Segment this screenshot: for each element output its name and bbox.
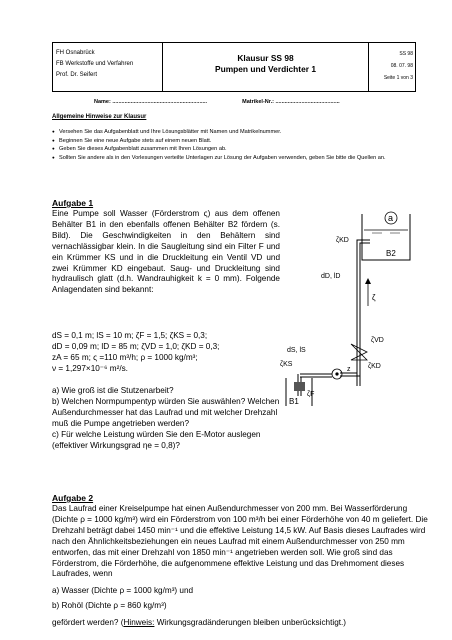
general-notes-list	[52, 128, 427, 163]
aufgabe1-values	[52, 331, 312, 375]
label-zeta-kd-top: ζKD	[336, 237, 349, 244]
values-line: ν = 1,297×10⁻⁶ m²/s.	[52, 363, 128, 373]
header-table	[52, 42, 416, 92]
list-item: ● Geben Sie dieses Aufgabenblatt zusammen mit Ihren Lösungen ab.	[52, 145, 427, 154]
label-z: z	[347, 366, 351, 373]
institution-block	[53, 43, 163, 91]
department-line: FB Werkstoffe und Verfahren	[56, 61, 134, 67]
filter-icon	[294, 382, 305, 391]
label-zeta-f: ζF	[307, 391, 315, 398]
name-field: Name: ..............................................................	[94, 99, 208, 105]
list-item: ● Versehen Sie das Aufgabenblatt und Ihre Lösungsblätter mit Namen und Matrikelnummer.	[52, 128, 427, 137]
exam-title-block	[163, 43, 369, 91]
label-zeta: ζ	[372, 293, 376, 302]
label-b1: B1	[289, 397, 299, 406]
aufgabe1-questions	[52, 386, 284, 451]
list-item: ● Beginnen Sie eine neue Aufgabe stets auf einem neuen Blatt.	[52, 137, 427, 146]
footer-prefix: gefördert werden?	[52, 618, 119, 628]
hint-label: Hinweis:	[123, 618, 155, 628]
exam-date: 08. 07. 98	[390, 63, 413, 69]
aufgabe2-option-b: b) Rohöl (Dichte ρ = 860 kg/m³)	[52, 601, 167, 611]
aufgabe2-title: Aufgabe 2	[52, 493, 94, 503]
values-line: dS = 0,1 m; lS = 10 m; ζF = 1,5; ζKS = 0,3;	[52, 331, 208, 340]
aufgabe1-text: Eine Pumpe soll Wasser (Förderstrom ς) aus dem offenen Behälter B1 in den ebenfalls offenen Behälter B2 fördern (s. Bild). Die Geschwindigkeiten in den Behältern sind vernachlässigbar klein. In die Saugleitung sind ein Filter F und ein Krümmer KS und in die Druckleitung ein Ventil VD und zwei Krümmer KD eingebaut. Saug- und Druckleitung sind hydraulisch glatt (d.h. Wandrauhigkeit k = 0 mm). Folgende Anlagendaten sind bekannt:	[52, 209, 280, 295]
list-item: ● Sollten Sie andere als in den Vorlesungen verteilte Unterlagen zur Lösung der Aufgaben verwenden, geben Sie bitte die Quellen an.	[52, 154, 427, 163]
label-zeta-kd-bottom: ζKD	[368, 363, 381, 370]
label-a: a	[388, 213, 394, 223]
valve-icon	[351, 344, 367, 360]
aufgabe2-block	[52, 493, 430, 629]
question-c: c) Für welche Leistung würden Sie den E-Motor auslegen (effektiver Wirkungsgrad ηe = 0,8)?	[52, 429, 261, 450]
aufgabe2-option-a: a) Wasser (Dichte ρ = 1000 kg/m³) und	[52, 586, 194, 596]
exam-meta-block	[369, 43, 415, 91]
hint-text: Wirkungsgradänderungen bleiben unberücksichtigt.)	[154, 618, 347, 628]
question-b: b) Welchen Normpumpentyp würden Sie auswählen? Welchen Außendurchmesser hat das Laufrad und mit welcher Drehzahl muß die Pumpe angetrieben werden?	[52, 396, 280, 428]
exam-title: Klausur SS 98	[237, 53, 294, 63]
semester-label: SS 98	[399, 51, 413, 57]
professor-line: Prof. Dr. Seifert	[56, 72, 98, 78]
exam-subtitle: Pumpen und Verdichter 1	[215, 64, 316, 74]
label-zeta-vd: ζVD	[371, 337, 384, 344]
question-a: a) Wie groß ist die Stutzenarbeit?	[52, 386, 174, 395]
general-notes-title: Allgemeine Hinweise zur Klausur	[52, 114, 147, 120]
page-number: Seite 1 von 3	[383, 75, 413, 81]
aufgabe1-block	[52, 198, 280, 296]
matrikel-field: Matrikel-Nr.: ..........................................	[242, 99, 340, 105]
label-b2: B2	[386, 249, 396, 258]
name-row	[94, 99, 424, 105]
aufgabe1-title: Aufgabe 1	[52, 198, 94, 208]
label-zeta-ks: ζKS	[280, 361, 293, 368]
values-line: dD = 0,09 m; lD = 85 m; ζVD = 1,0; ζKD = 0,3;	[52, 341, 220, 351]
values-line: zA = 65 m; ς =110 m³/h; ρ = 1000 kg/m³;	[52, 352, 198, 362]
system-diagram	[280, 196, 430, 406]
aufgabe2-footer: gefördert werden? (Hinweis: Wirkungsgradänderungen bleiben unberücksichtigt.)	[52, 618, 347, 628]
label-ds-ls: dS, lS	[287, 347, 306, 354]
institution-line: FH Osnabrück	[56, 50, 95, 56]
label-dd-ld: dD, lD	[321, 273, 341, 280]
aufgabe2-text: Das Laufrad einer Kreiselpumpe hat einen Außendurchmesser von 200 mm. Bei Wasserförderung (Dichte ρ = 1000 kg/m³) wird ein Förderstrom von 100 m³/h bei einer Förderhöhe von 40 m geliefert. Die Drehzahl beträgt dabei 1450 min⁻¹ und die effektive Leistung 14,5 kW. Auf Basis dieses Laufrades wird nach den Ähnlichkeitsbeziehungen ein neues Laufrad mit einem Außendurchmesser von 250 mm entworfen, das mit einer Drehzahl von 1850 min⁻¹ angetrieben werden soll. Wie groß sind das Förderstrom, die Förderhöhe, die aufgenommene effektive Leistung und das Drehmoment dieses Laufrades, wenn	[52, 504, 428, 579]
